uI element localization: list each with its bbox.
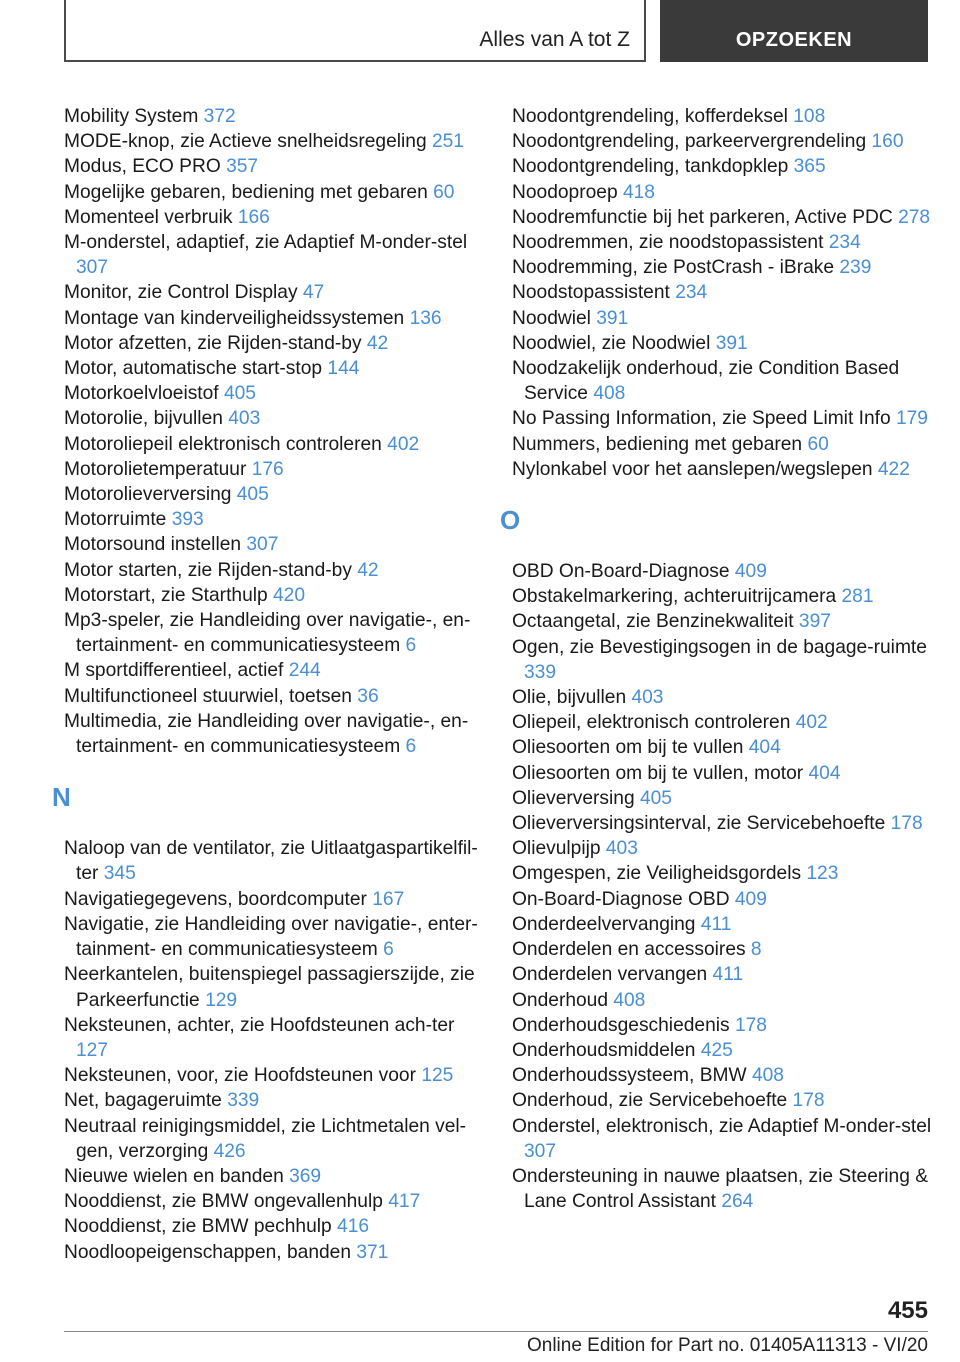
index-entry [64,1063,484,1088]
index-entry-text: No Passing Information, zie Speed Limit Info [512,408,896,430]
index-entry [512,1013,932,1038]
index-entry-text: Neksteunen, voor, zie Hoofdsteunen voor [64,1065,422,1087]
index-entry [64,1189,484,1214]
index-entry [64,205,484,230]
page-reference-link[interactable]: 426 [213,1140,246,1162]
page-reference-link[interactable]: 339 [524,661,557,683]
index-entry-text: Motorruimte [64,509,172,531]
index-entry [512,406,932,431]
page-reference-link[interactable]: 125 [421,1065,454,1087]
index-entry [64,583,484,608]
page-reference-link[interactable]: 8 [750,939,762,961]
footer-divider [64,1331,928,1332]
index-entry-text: Noodontgrendeling, tankdopklep [512,156,794,178]
index-entry-text: Ondersteuning in nauwe plaatsen, zie Steering & Lane Control Assistant [512,1165,928,1213]
page-reference-link[interactable]: 307 [76,257,109,279]
index-entry [512,609,932,634]
page-reference-link[interactable]: 339 [227,1090,260,1112]
page-reference-link[interactable]: 408 [613,989,646,1011]
index-entry [64,1114,484,1164]
index-entry [512,129,932,154]
index-entry-text: Montage van kinderveiligheidssystemen [64,307,410,329]
index-entry [64,356,484,381]
index-entry [512,685,932,710]
index-entry [512,962,932,987]
index-entry-text: Onderhoud, zie Servicebehoefte [512,1090,793,1112]
page-reference-link[interactable]: 403 [228,408,261,430]
index-entry-text: Oliesoorten om bij te vullen, motor [512,762,809,784]
page-reference-link[interactable]: 369 [289,1165,322,1187]
page-reference-link[interactable]: 409 [734,888,767,910]
page-reference-link[interactable]: 404 [748,737,781,759]
index-entry-text: Neerkantelen, buitenspiegel passagierszijde, zie Parkeerfunctie [64,964,475,1011]
index-entry [512,635,932,685]
page-reference-link[interactable]: 108 [793,106,826,127]
page-reference-link[interactable]: 307 [246,534,279,556]
index-entry [512,306,932,331]
index-entry-text: M-onderstel, adaptief, zie Adaptief M-onder-stel [64,232,468,254]
page-reference-link[interactable]: 418 [622,181,655,203]
index-entry-text: Onderhoud [512,989,614,1011]
page-reference-link[interactable]: 405 [639,787,672,809]
index-entry-text: Multifunctioneel stuurwiel, toetsen [64,685,358,707]
index-entry [512,988,932,1013]
index-entry [512,230,932,255]
page-reference-link[interactable]: 404 [808,762,841,784]
index-entry-text: Omgespen, zie Veiligheidsgordels [512,863,807,885]
index-entry [512,255,932,280]
index-entry [512,356,932,406]
page-reference-link[interactable]: 264 [721,1191,754,1213]
page-reference-link[interactable]: 409 [734,561,767,583]
index-entry [512,710,932,735]
index-entry-text: Motorkoelvloeistof [64,383,224,405]
page-reference-link[interactable]: 416 [337,1216,370,1238]
index-column-right [500,104,932,1214]
index-entry [512,104,932,129]
index-entry-text: Modus, ECO PRO [64,156,227,178]
index-entry-text: Onderdelen en accessoires [512,939,751,961]
index-entry [512,180,932,205]
page-reference-link[interactable]: 36 [357,685,379,707]
index-column-left [52,104,484,1265]
page-reference-link[interactable]: 60 [433,181,455,203]
page-reference-link[interactable]: 411 [700,913,732,935]
index-entry-text: Onderhoudssysteem, BMW [512,1065,752,1087]
page-reference-link[interactable]: 239 [839,257,872,279]
index-entry-text: Oliesoorten om bij te vullen [512,737,749,759]
page-reference-link[interactable]: 357 [226,156,259,178]
page-reference-link[interactable]: 178 [734,1014,767,1036]
index-entry [64,381,484,406]
index-entry-text: Motorolie, bijvullen [64,408,229,430]
section-letter-n: N [52,782,71,813]
index-entry [64,280,484,305]
index-entry-text: Noodremming, zie PostCrash - iBrake [512,257,840,279]
page-number: 455 [887,1297,928,1324]
index-entry-text: M sportdifferentieel, actief [64,660,289,682]
page-reference-link[interactable]: 405 [236,484,269,506]
index-entry-text: Obstakelmarkering, achteruitrijcamera [512,586,842,608]
index-entry-text: On-Board-Diagnose OBD [512,888,735,910]
page-reference-link[interactable]: 136 [409,307,442,329]
index-entry-text: Nooddienst, zie BMW ongevallenhulp [64,1191,389,1213]
index-entry [512,937,932,962]
index-entry-text: Monitor, zie Control Display [64,282,303,304]
page-reference-link[interactable]: 403 [631,687,664,709]
index-entry-text: Noodstopassistent [512,282,676,304]
page-reference-link[interactable]: 391 [715,332,748,354]
page-reference-link[interactable]: 234 [828,232,861,254]
index-entry [64,507,484,532]
index-entry-text: Nieuwe wielen en banden [64,1165,290,1187]
index-entry [64,457,484,482]
index-entry [64,608,484,658]
index-entry [512,836,932,861]
index-entry-text: Ogen, zie Bevestigingsogen in de bagage-ruimte [512,636,927,658]
index-entry-text: Noodontgrendeling, kofferdeksel [512,106,794,127]
index-entry-text: Multimedia, zie Handleiding over navigatie-, en-tertainment- en communicatiesysteem [64,710,469,758]
page-reference-link[interactable]: 397 [798,611,831,633]
page-reference-link[interactable]: 411 [712,964,744,986]
index-entry-text: Nylonkabel voor het aanslepen/wegslepen [512,458,878,480]
index-entry [64,129,484,154]
index-entry [64,684,484,709]
index-entry [512,559,932,584]
index-entry [64,230,484,280]
index-entry-text: OBD On-Board-Diagnose [512,561,735,583]
index-entry-text: Navigatiegegevens, boordcomputer [64,888,373,910]
index-entry-text: Olie, bijvullen [512,687,632,709]
page-reference-link[interactable]: 144 [327,358,360,380]
index-entry [512,154,932,179]
index-entry-text: Noodloopeigenschappen, banden [64,1241,357,1263]
index-entry [512,457,932,482]
index-entry [64,532,484,557]
page-reference-link[interactable]: 408 [593,383,626,405]
index-entry [512,331,932,356]
index-entry [64,658,484,683]
page-reference-link[interactable]: 417 [388,1191,421,1213]
index-entry [512,280,932,305]
section-tab[interactable] [64,0,646,62]
index-entry-text: Olieverversing [512,787,640,809]
index-entry [512,1164,932,1214]
index-entry-text: Mobility System [64,106,204,127]
page-reference-link[interactable]: 42 [357,559,379,581]
page-reference-link[interactable]: 425 [700,1039,733,1061]
page-reference-link[interactable]: 6 [405,736,417,758]
index-entry [512,811,932,836]
page-reference-link[interactable]: 403 [605,838,638,860]
index-entry-text: Motor, automatische start-stop [64,358,328,380]
index-entry [64,306,484,331]
index-entry-text: Mp3-speler, zie Handleiding over navigatie-, en-tertainment- en communicatiesysteem [64,610,471,657]
index-entry [512,1088,932,1113]
page-reference-link[interactable]: 405 [223,383,256,405]
index-entry [64,1013,484,1063]
index-entry [64,104,484,129]
page-reference-link[interactable]: 167 [372,888,405,910]
index-entry-text: Nooddienst, zie BMW pechhulp [64,1216,338,1238]
page-reference-link[interactable]: 160 [871,131,904,153]
index-entry-text: Neksteunen, achter, zie Hoofdsteunen ach-ter [64,1014,455,1036]
page-reference-link[interactable]: 244 [288,660,321,682]
page-reference-link[interactable]: 251 [431,131,464,153]
index-entry-text: Motoroliepeil elektronisch controleren [64,433,388,455]
page-reference-link[interactable]: 6 [383,939,394,961]
page-reference-link[interactable]: 408 [751,1065,784,1087]
index-entry [512,912,932,937]
index-entry [512,786,932,811]
index-entry [512,735,932,760]
index-entry-text: Octaangetal, zie Benzinekwaliteit [512,611,799,633]
index-entry [64,180,484,205]
index-entry [512,205,932,230]
page-reference-link[interactable]: 281 [841,586,874,608]
index-entry [512,432,932,457]
index-entry [64,1164,484,1189]
page-reference-link[interactable]: 127 [76,1039,109,1061]
opzoeken-tab[interactable] [660,0,928,62]
index-entry-text: Navigatie, zie Handleiding over navigatie-, enter-tainment- en communicatiesysteem [64,913,478,961]
index-entry [64,962,484,1012]
page-reference-link[interactable]: 234 [675,282,708,304]
page-reference-link[interactable]: 178 [792,1090,825,1112]
index-entry-text: Noodremmen, zie noodstopassistent [512,232,829,254]
index-entry [64,331,484,356]
index-entry [512,761,932,786]
page-reference-link[interactable]: 123 [806,863,839,885]
page-reference-link[interactable]: 179 [895,408,928,430]
page-reference-link[interactable]: 422 [877,458,910,480]
index-entry-text: Motorolieverversing [64,484,237,506]
index-entry-text: Olieverversingsinterval, zie Servicebehoefte [512,813,891,835]
index-entry [512,861,932,886]
page-reference-link[interactable]: 278 [898,206,931,228]
page-reference-link[interactable]: 307 [524,1140,557,1162]
index-entry-text: Noodoproep [512,181,623,203]
index-entry [64,1088,484,1113]
page-header [64,0,928,64]
index-entry [64,912,484,962]
index-entry [64,482,484,507]
index-entry-text: Motor starten, zie Rijden-stand-by [64,559,358,581]
page-reference-link[interactable]: 365 [793,156,826,178]
index-entry-text: Motorsound instellen [64,534,247,556]
index-entry-text: Naloop van de ventilator, zie Uitlaatgaspartikelfil-ter [64,838,478,885]
index-entry-text: Net, bagageruimte [64,1090,228,1112]
index-entry [64,432,484,457]
index-entry-text: Momenteel verbruik [64,206,238,228]
index-entry [64,1240,484,1265]
index-entry-text: Noodwiel, zie Noodwiel [512,332,716,354]
page-reference-link[interactable]: 6 [405,635,417,657]
index-entry [64,154,484,179]
page-reference-link[interactable]: 420 [273,584,306,606]
index-entry-text: Mogelijke gebaren, bediening met gebaren [64,181,434,203]
page-reference-link[interactable]: 129 [205,989,238,1011]
index-entry [64,709,484,759]
index-entry [64,558,484,583]
index-entry-text: Motorolietemperatuur [64,458,252,480]
index-entry-text: Motor afzetten, zie Rijden-stand-by [64,332,367,354]
index-entry [512,1114,932,1164]
page-reference-link[interactable]: 60 [807,433,829,455]
index-entry-text: Neutraal reinigingsmiddel, zie Lichtmetalen vel-gen, verzorging [64,1115,467,1162]
page-reference-link[interactable]: 42 [366,332,389,354]
page-reference-link[interactable]: 166 [237,206,270,228]
index-entry-text: Onderstel, elektronisch, zie Adaptief M-onder-stel [512,1115,932,1137]
index-entry [64,887,484,912]
page-reference-link[interactable]: 391 [596,307,629,329]
index-entry [512,584,932,609]
page-reference-link[interactable]: 345 [103,863,136,885]
index-entry-text: Onderhoudsgeschiedenis [512,1014,735,1036]
section-letter-o: O [500,505,521,536]
index-entry [512,1063,932,1088]
index-entry-text: Noodremfunctie bij het parkeren, Active PDC [512,206,899,228]
index-entry [64,406,484,431]
index-entry [512,887,932,912]
index-entry-text: Noodontgrendeling, parkeervergrendeling [512,131,872,153]
page-reference-link[interactable]: 372 [203,106,236,127]
index-entry [64,1214,484,1239]
index-entry-text: Olievulpijp [512,838,606,860]
index-entry [512,1038,932,1063]
index-entry-text: Nummers, bediening met gebaren [512,433,808,455]
index-entry [64,836,484,886]
opzoeken-tab-label: OPZOEKEN [735,29,853,51]
page-reference-link[interactable]: 393 [171,509,204,531]
index-entry-text: Onderhoudsmiddelen [512,1039,701,1061]
index-entry-text: Noodwiel [512,307,597,329]
page-reference-link[interactable]: 176 [251,458,284,480]
index-entry-text: Noodzakelijk onderhoud, zie Condition Based Service [512,358,900,405]
page-reference-link[interactable]: 402 [795,712,828,734]
page-reference-link[interactable]: 178 [890,813,923,835]
index-entry-text: Motorstart, zie Starthulp [64,584,274,606]
index-entry-text: Oliepeil, elektronisch controleren [512,712,796,734]
edition-footer: Online Edition for Part no. 01405A11313 - VI/20 [526,1335,928,1356]
page-reference-link[interactable]: 47 [302,282,325,304]
index-entry-text: Onderdeelvervanging [512,913,701,935]
index-entry-text: Onderdelen vervangen [512,964,713,986]
index-entry-text: MODE-knop, zie Actieve snelheidsregeling [64,131,432,153]
page-reference-link[interactable]: 371 [356,1241,389,1263]
page-reference-link[interactable]: 402 [387,433,420,455]
section-tab-label: Alles van A tot Z [479,28,630,51]
